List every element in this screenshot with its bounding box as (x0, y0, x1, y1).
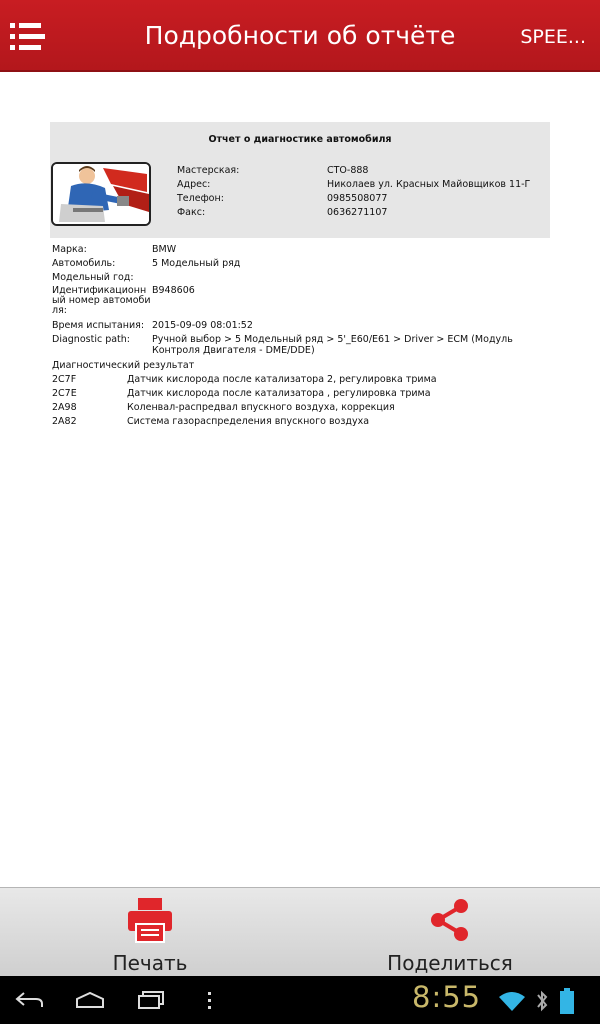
dtc-row: 2C7E Датчик кислорода после катализатора , регулировка трима (52, 388, 431, 399)
shop-row: Телефон: 0985508077 (177, 193, 388, 204)
shop-row: Мастерская: СТО-888 (177, 165, 369, 176)
printer-icon (50, 896, 250, 944)
detail-row: Модельный год: (52, 272, 134, 283)
detail-row: Марка: BMW (52, 244, 177, 255)
shop-info (177, 165, 530, 221)
detail-row: Автомобиль: 5 Модельный ряд (52, 258, 241, 269)
bottom-action-bar (0, 887, 600, 977)
menu-icon[interactable] (10, 22, 46, 52)
battery-icon (560, 988, 574, 1018)
diagnostic-result-title: Диагностический результат (52, 360, 195, 371)
share-button[interactable] (350, 888, 550, 977)
vehicle-details (50, 238, 550, 430)
speed-action-button[interactable]: SPEE... (520, 26, 586, 48)
diagnostic-report (50, 122, 550, 430)
home-icon[interactable] (75, 991, 105, 1013)
detail-row: Diagnostic path: Ручной выбор > 5 Модельный ряд > 5'_E60/E61 > Driver > ECM (Модуль Контроля Двигателя - DME/DDE) (52, 334, 513, 356)
page-title: Подробности об отчёте (144, 21, 456, 50)
print-label: Печать (112, 951, 188, 975)
back-icon[interactable] (14, 990, 44, 1014)
system-nav-bar (0, 976, 600, 1024)
shop-row: Адрес: Николаев ул. Красных Майовщиков 11-Г (177, 179, 531, 190)
print-button[interactable] (50, 888, 250, 977)
report-title: Отчет о диагностике автомобиля (208, 134, 392, 145)
share-icon (350, 896, 550, 944)
detail-row: Время испытания: 2015-09-09 08:01:52 (52, 320, 253, 331)
dtc-row: 2A82 Система газораспределения впускного воздуха (52, 416, 370, 427)
wifi-icon (498, 990, 526, 1016)
dtc-row: 2A98 Коленвал-распредвал впускного воздуха, коррекция (52, 402, 395, 413)
recent-apps-icon[interactable] (137, 990, 165, 1014)
detail-row: Идентификационный номер автомобиля: B948606 (52, 285, 195, 316)
mechanic-logo (51, 162, 151, 226)
overflow-menu-icon[interactable] (206, 992, 214, 1014)
app-bar (0, 0, 600, 72)
shop-row: Факс: 0636271107 (177, 207, 388, 218)
share-label: Поделиться (387, 951, 513, 975)
bluetooth-icon (535, 989, 549, 1017)
clock: 8:55 (412, 980, 482, 1014)
report-header (50, 122, 550, 238)
dtc-row: 2C7F Датчик кислорода после катализатора 2, регулировка трима (52, 374, 437, 385)
